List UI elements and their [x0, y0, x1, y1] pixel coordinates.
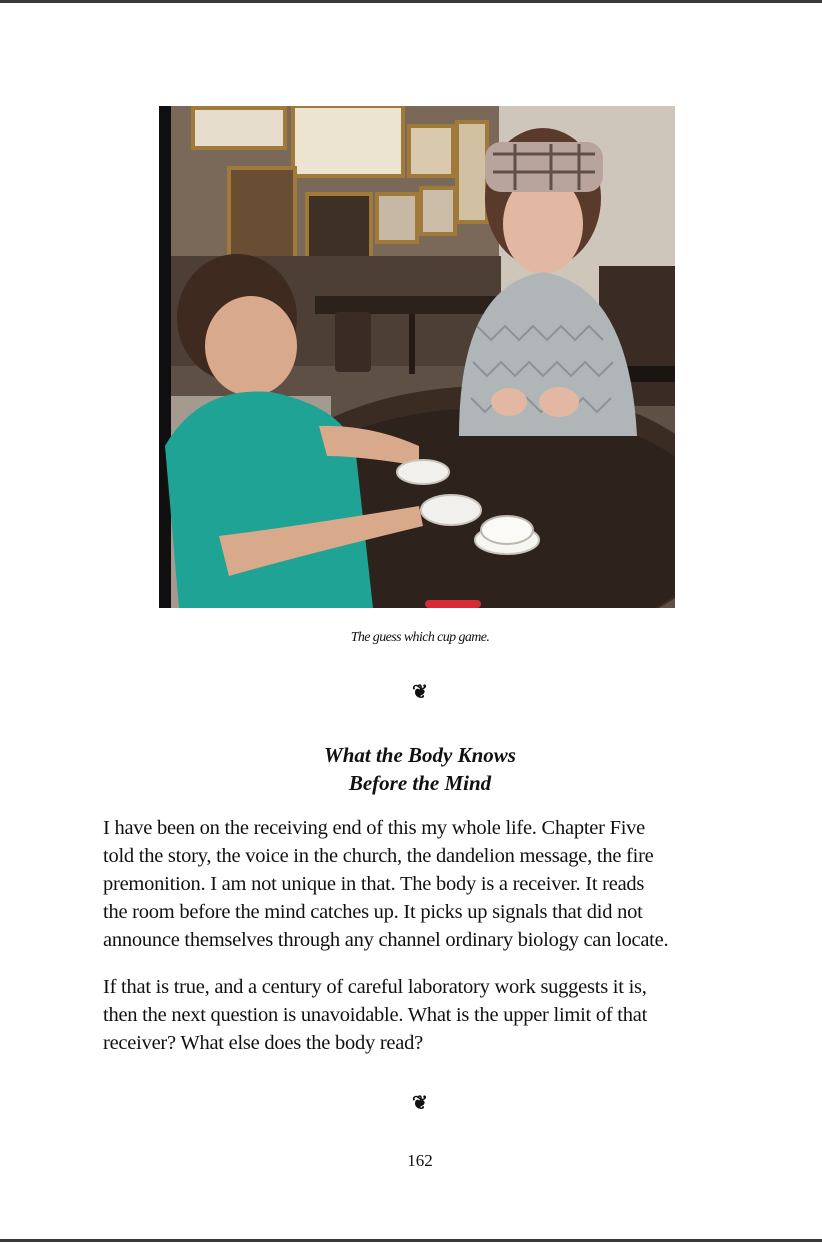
- fleuron-ornament-icon: ❦: [412, 682, 428, 703]
- paragraph: [103, 814, 731, 954]
- figure-caption: The guess which cup game.: [350, 630, 490, 645]
- paragraph: [103, 973, 731, 1057]
- text-line: If that is true, and a century of careful laboratory work suggests it is,: [103, 976, 647, 998]
- page-number: 162: [407, 1151, 433, 1170]
- section-heading: [0, 741, 822, 797]
- body-text: [103, 814, 731, 1076]
- page-edge-top: [0, 0, 822, 3]
- section-heading-line: What the Body Knows: [324, 743, 516, 767]
- text-line: receiver? What else does the body read?: [103, 1032, 423, 1054]
- fleuron-ornament-icon: ❦: [412, 1093, 428, 1114]
- figure-photo: [159, 106, 675, 608]
- text-line: I have been on the receiving end of this my whole life. Chapter Five: [103, 817, 646, 839]
- cafe-photo-illustration: [159, 106, 675, 608]
- page-edge-bottom: [0, 1239, 822, 1242]
- section-heading-line: Before the Mind: [348, 771, 492, 795]
- text-line: announce themselves through any channel ordinary biology can locate.: [103, 929, 669, 951]
- text-line: told the story, the voice in the church, the dandelion message, the fire: [103, 845, 654, 867]
- text-line: premonition. I am not unique in that. The body is a receiver. It reads: [103, 873, 645, 895]
- text-line: then the next question is unavoidable. What is the upper limit of that: [103, 1004, 648, 1026]
- text-line: the room before the mind catches up. It picks up signals that did not: [103, 901, 643, 923]
